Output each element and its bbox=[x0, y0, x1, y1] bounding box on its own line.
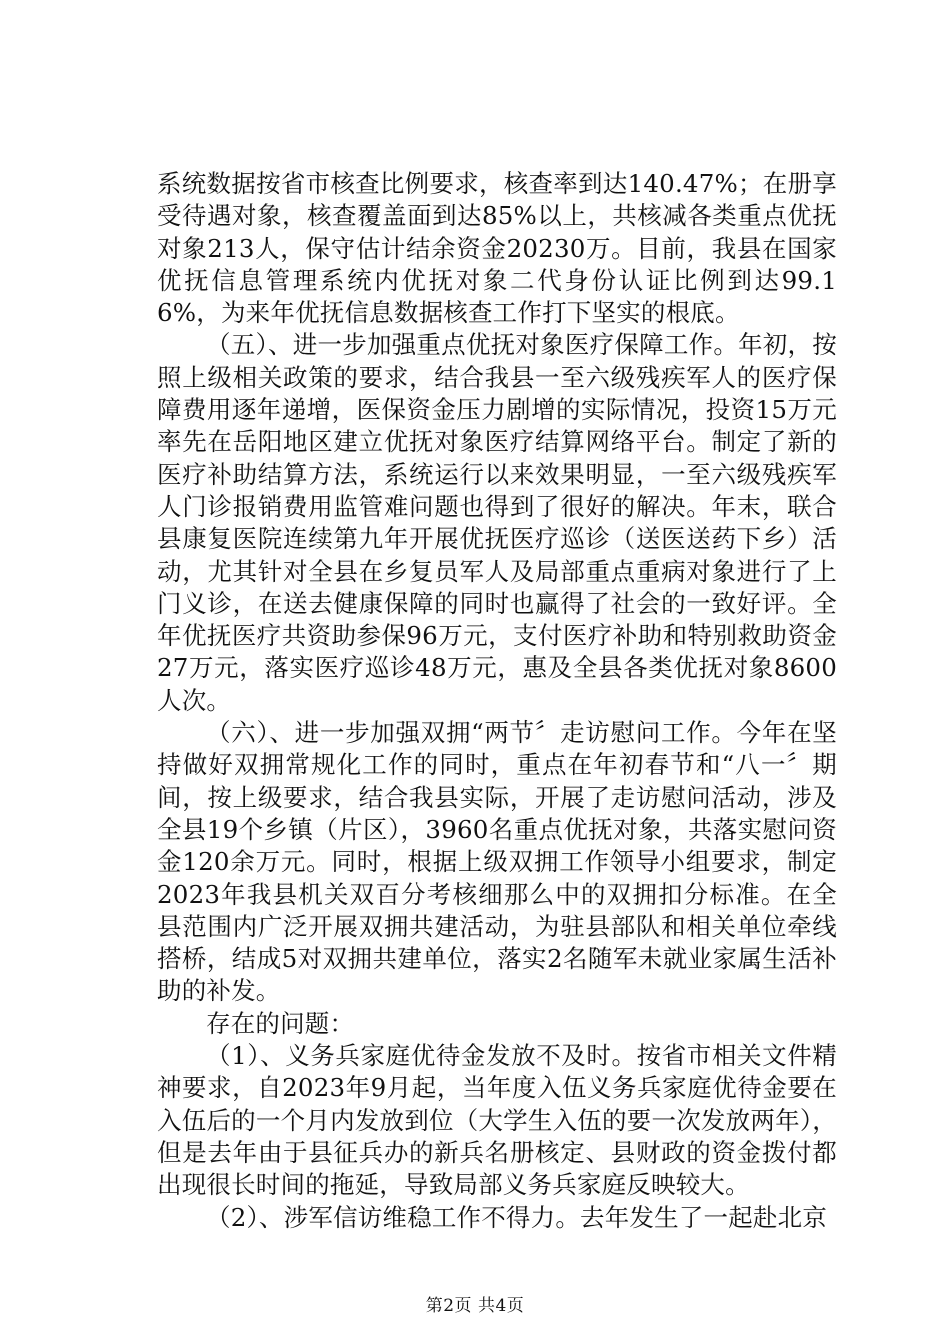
paragraph-verification-summary: 系统数据按省市核查比例要求，核查率到达140.47%；在册享受待遇对象，核查覆盖面到达85%以上，共核减各类重点优抚对象213人，保守估计结余资金20230万。目前，我县在国家优抚信息管理系统内优抚对象二代身份认证比例到达99.16%，为来年优抚信息数据核查工作打下坚实的根底。 bbox=[157, 169, 837, 328]
paragraph-double-support-visits: （六）、进一步加强双拥“两节〞走访慰问工作。今年在坚持做好双拥常规化工作的同时，重点在年初春节和“八一〞期间，按上级要求，结合我县实际，开展了走访慰问活动，涉及全县19个乡镇（片区），3960名重点优抚对象，共落实慰问资金120余万元。同时，根据上级双拥工作领导小组要求，制定2023年我县机关双百分考核细那么中的双拥扣分标准。在全县范围内广泛开展双拥共建活动，为驻县部队和相关单位牵线搭桥，结成5对双拥共建单位，落实2名随军未就业家属生活补助的补发。 bbox=[157, 718, 837, 1006]
paragraph-problems-heading: 存在的问题： bbox=[206, 1008, 355, 1038]
page-footer: 第2页 共4页 bbox=[425, 1296, 525, 1316]
paragraph-problem-2: （2）、涉军信访维稳工作不得力。去年发生了一起赴北京 bbox=[206, 1202, 828, 1232]
document-body bbox=[157, 168, 837, 1234]
paragraph-problem-1: （1）、义务兵家庭优待金发放不及时。按省市相关文件精神要求，自2023年9月起，当年度入伍义务兵家庭优待金要在入伍后的一个月内发放到位（大学生入伍的要一次发放两年），但是去年由于县征兵办的新兵名册核定、县财政的资金拨付都出现很长时间的拖延，导致局部义务兵家庭反映较大。 bbox=[157, 1041, 837, 1200]
paragraph-medical-security: （五）、进一步加强重点优抚对象医疗保障工作。年初，按照上级相关政策的要求，结合我县一至六级残疾军人的医疗保障费用逐年递增，医保资金压力剧增的实际情况，投资15万元率先在岳阳地区建立优抚对象医疗结算网络平台。制定了新的医疗补助结算方法，系统运行以来效果明显，一至六级残疾军人门诊报销费用监管难问题也得到了很好的解决。年末，联合县康复医院连续第九年开展优抚医疗巡诊（送医送药下乡）活动，尤其针对全县在乡复员军人及局部重点重病对象进行了上门义诊，在送去健康保障的同时也赢得了社会的一致好评。全年优抚医疗共资助参保96万元，支付医疗补助和特别救助资金27万元，落实医疗巡诊48万元，惠及全县各类优抚对象8600人次。 bbox=[157, 330, 837, 715]
